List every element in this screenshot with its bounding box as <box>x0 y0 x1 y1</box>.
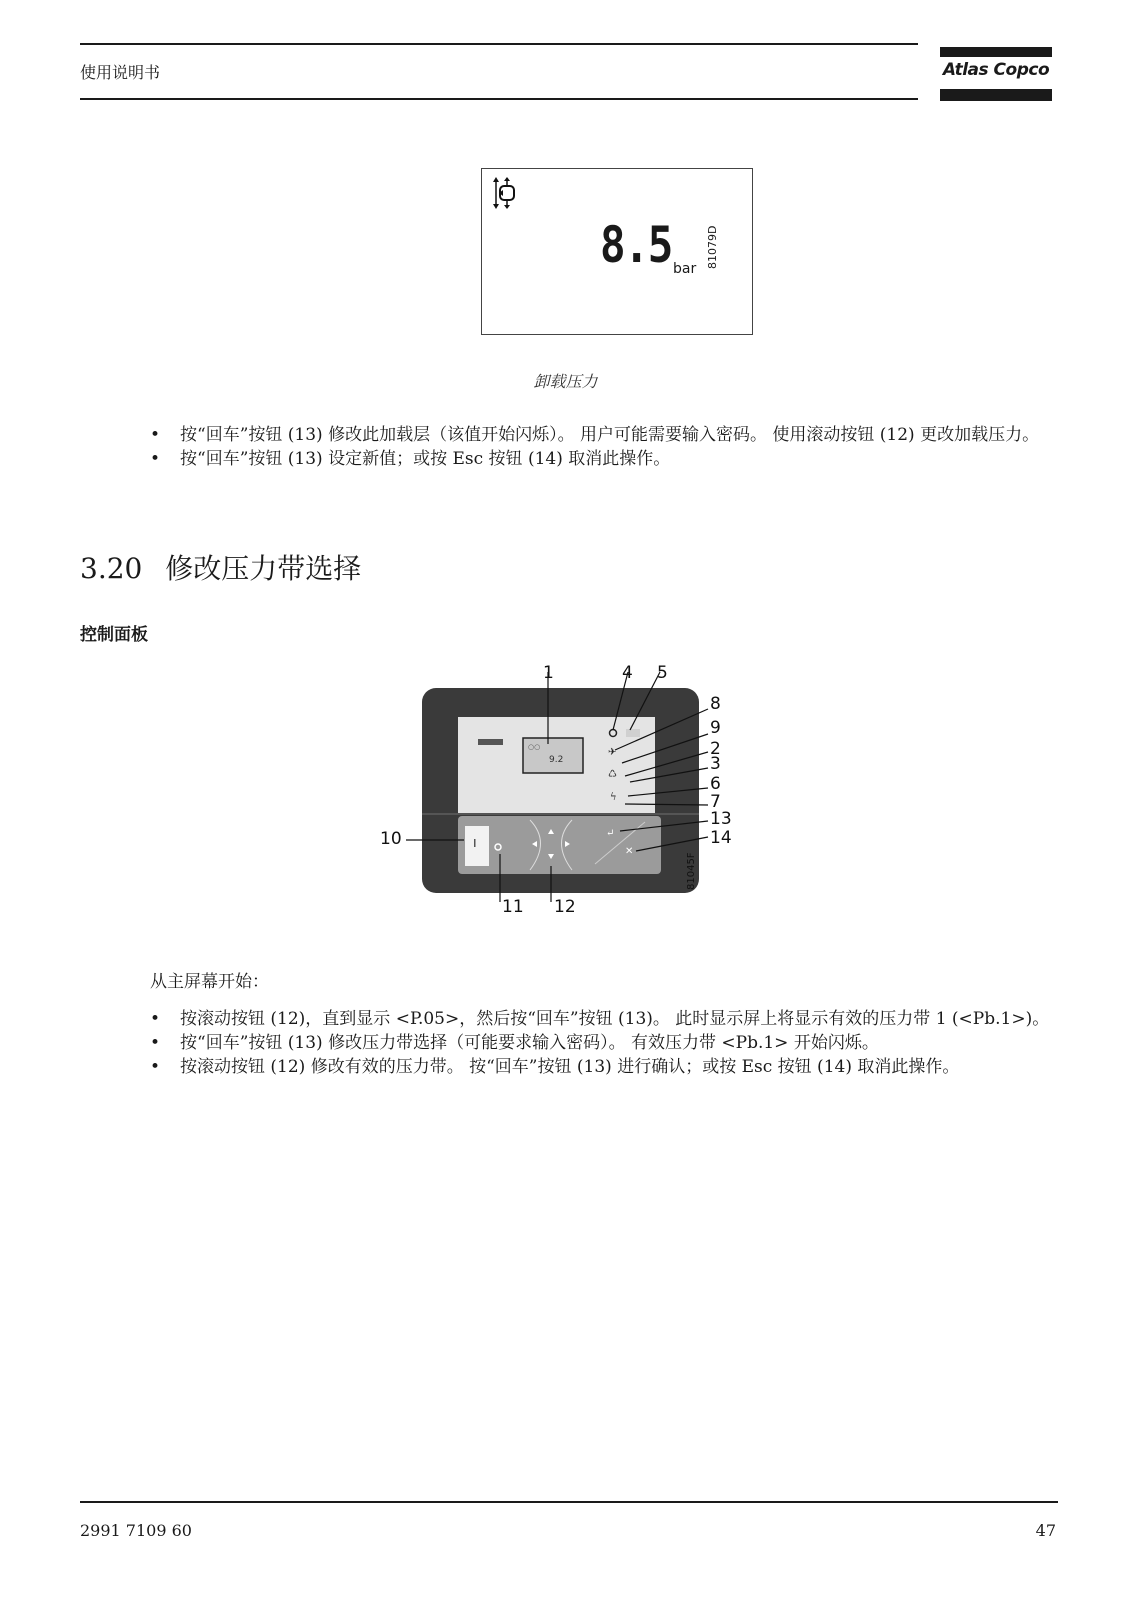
list-item: • 按“回车”按钮 (13) 设定新值；或按 Esc 按钮 (14) 取消此操作。 <box>150 449 671 469</box>
callout-1: 1 <box>543 664 554 683</box>
escape-icon[interactable]: ✕ <box>625 846 634 857</box>
figure-code: 81079D <box>706 225 719 269</box>
callout-13: 13 <box>710 809 732 829</box>
list-item: • 按“回车”按钮 (13) 修改压力带选择（可能要求输入密码）。 有效压力带 <Pb.1> 开始闪烁。 <box>150 1033 879 1053</box>
brand-logo-text: Atlas Copco <box>942 60 1050 80</box>
header-top-rule <box>80 43 918 45</box>
callout-14: 14 <box>710 828 732 848</box>
panel-brand-stamp <box>478 739 503 745</box>
recycle-icon: ♺ <box>608 769 617 780</box>
section-title: 修改压力带选择 <box>165 552 362 585</box>
service-icon: ✈ <box>608 747 617 758</box>
callout-4: 4 <box>622 664 633 683</box>
callout-6: 6 <box>710 774 721 794</box>
figure-caption: 卸载压力 <box>533 372 598 391</box>
callout-12: 12 <box>554 897 576 917</box>
voltage-icon: ϟ <box>610 792 617 803</box>
callout-7: 7 <box>710 792 721 812</box>
callout-8: 8 <box>710 694 721 714</box>
list-item: • 按“回车”按钮 (13) 修改此加载层（该值开始闪烁）。 用户可能需要输入密码。 使用滚动按钮 (12) 更改加载压力。 <box>150 425 1040 445</box>
unload-pressure-display <box>481 168 753 335</box>
header-title: 使用说明书 <box>80 63 161 82</box>
pressure-setting-icon <box>490 175 520 211</box>
callout-11: 11 <box>502 897 524 917</box>
header-bottom-rule <box>80 98 918 100</box>
document-number: 2991 7109 60 <box>80 1521 192 1540</box>
pressure-value: 8.5 <box>600 216 672 274</box>
panel-lcd-value: 9.2 <box>549 755 564 765</box>
footer-rule <box>80 1501 1058 1503</box>
section-heading <box>80 547 361 587</box>
svg-text:○○: ○○ <box>528 743 541 751</box>
pressure-unit: bar <box>673 261 697 277</box>
instruction-list-1 <box>150 423 1055 471</box>
page-number: 47 <box>1035 1521 1056 1540</box>
brand-logo <box>940 47 1052 101</box>
figure-code: 81045F <box>686 852 697 890</box>
callout-5: 5 <box>657 664 668 683</box>
callout-3: 3 <box>710 754 721 774</box>
list-item: • 按滚动按钮 (12)，直到显示 <P.05>，然后按“回车”按钮 (13)。 此时显示屏上将显示有效的压力带 1 (<Pb.1>)。 <box>150 1009 1050 1029</box>
enter-icon[interactable]: ↵ <box>606 828 615 839</box>
instruction-list-2 <box>150 1007 1055 1079</box>
section-number: 3.20 <box>80 552 143 585</box>
list-item: • 按滚动按钮 (12) 修改有效的压力带。 按“回车”按钮 (13) 进行确认；或按 Esc 按钮 (14) 取消此操作。 <box>150 1057 960 1077</box>
callout-2: 2 <box>710 739 721 759</box>
subheading: 控制面板 <box>80 625 148 645</box>
callout-10: 10 <box>380 829 402 849</box>
callout-9: 9 <box>710 718 721 738</box>
control-panel-diagram <box>380 664 760 934</box>
intro-text: 从主屏幕开始： <box>150 972 269 992</box>
